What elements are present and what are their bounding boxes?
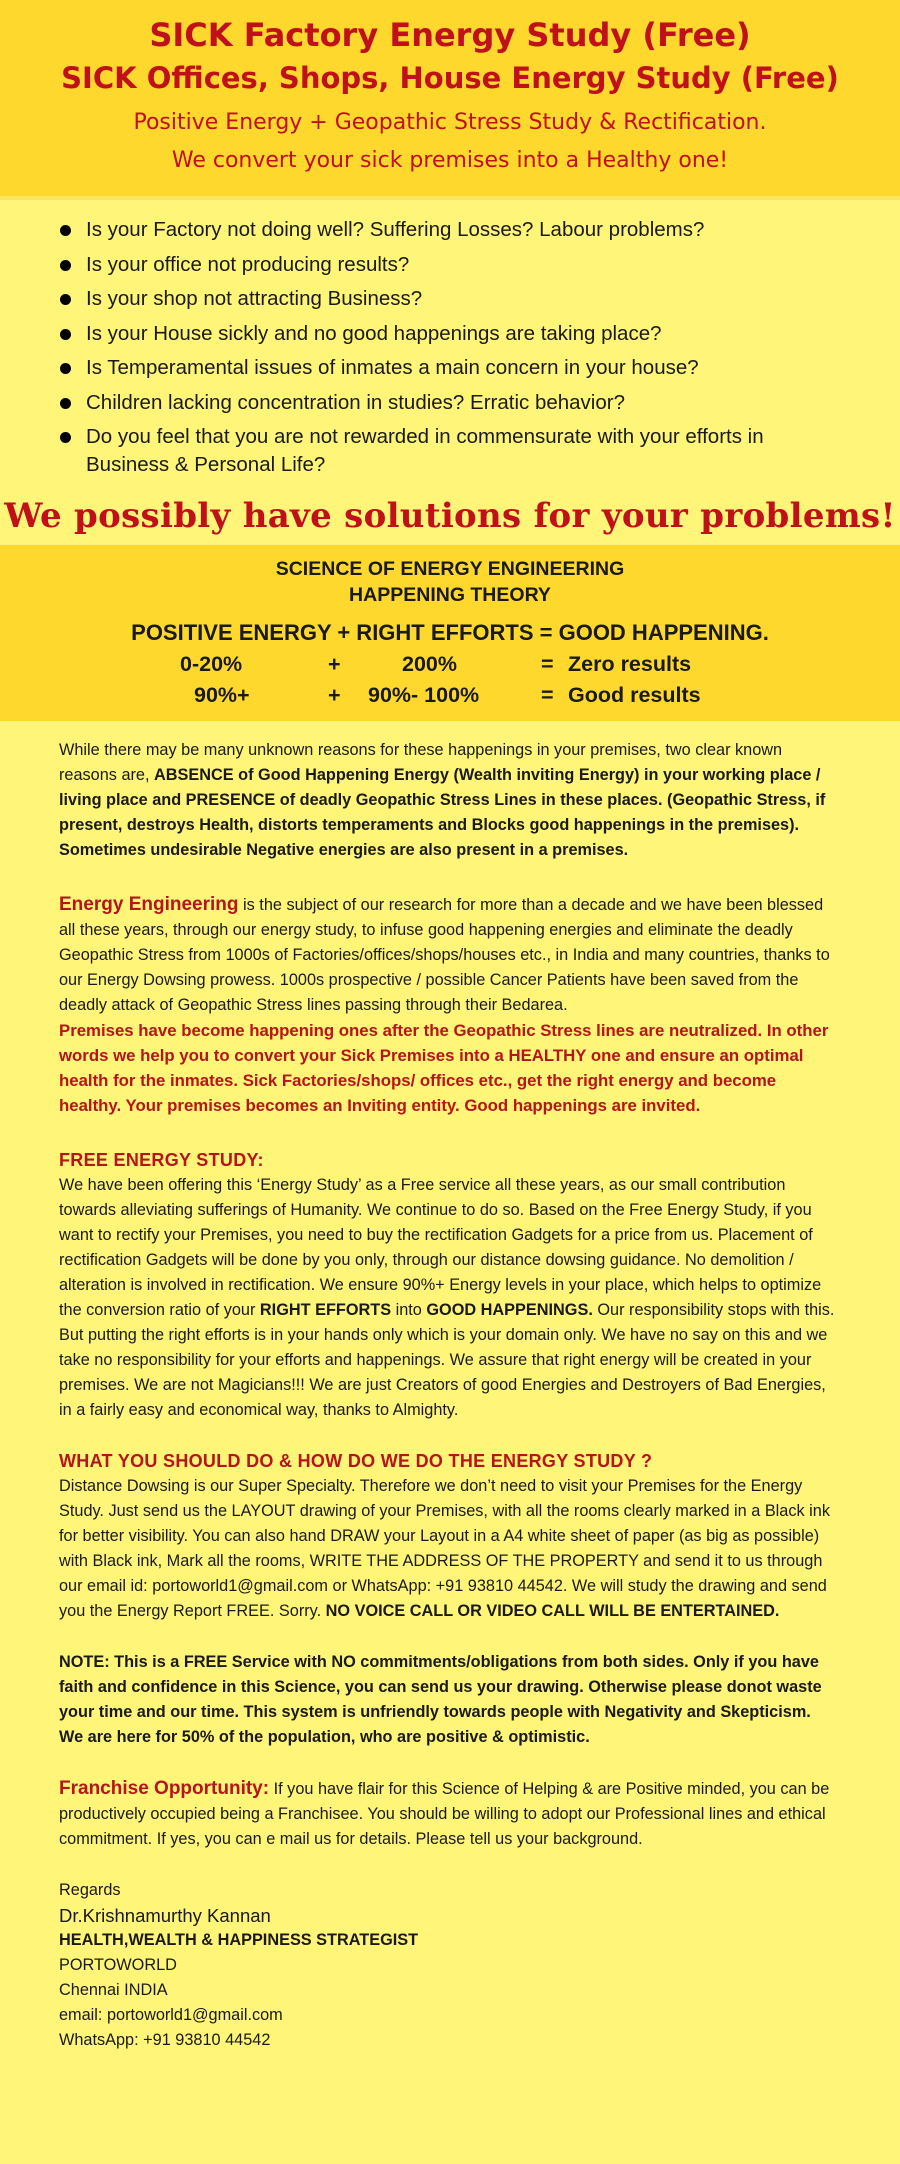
signature-email[interactable]: email: portoworld1@gmail.com [59, 2006, 283, 2024]
list-item [58, 285, 848, 313]
question-text: Is your shop not attracting Business? [86, 287, 423, 310]
row1-energy: 0-20% [180, 652, 243, 676]
solutions-heading: We possibly have solutions for your problems! [4, 496, 896, 536]
free-study-text-1: We have been offering this ‘Energy Study’ as a Free service all these years, as our small contribution towards alleviating sufferings of Humanity. We continue to do so. Based on the Free Energy Study, if you want to rectify your Premises, you need to buy the rectification Gadgets for a price from us. Placement of rectification Gadgets will be done by you only, through our distance dowsing guidance. No demolition / alteration is involved in rectification. We ensure 90%+ Energy levels in your place, which helps to optimize the conversion ratio of your [59, 1176, 822, 1319]
question-text: Is your office not producing results? [86, 252, 410, 276]
row2-efforts: 90%- 100% [368, 683, 480, 707]
science-title-line2: HAPPENING THEORY [349, 584, 551, 606]
science-title [0, 545, 900, 608]
question-text: Do you feel that you are not rewarded in commensurate with your efforts in Business & Personal Life? [86, 425, 764, 476]
question-text: Is your Factory not doing well? Suffering Losses? Labour problems? [86, 218, 705, 241]
signature-name: Dr.Krishnamurthy Kannan [59, 1905, 271, 1926]
energy-engineering-heading: Energy Engineering [59, 894, 239, 915]
question-text: Is your House sickly and no good happenings are taking place? [86, 321, 662, 345]
row2-equals: = [541, 683, 554, 707]
signature-regards: Regards [59, 1881, 121, 1899]
franchise-text: If you have flair for this Science of Helping & are Positive minded, you can be productively occupied being a Franchisee. You should be willing to adopt our Professional lines and ethical commitment. If yes, you can e mail us for details. Please tell us your background. [59, 1780, 830, 1848]
how-bold-text: NO VOICE CALL OR VIDEO CALL WILL BE ENTERTAINED. [325, 1602, 780, 1620]
free-study-text-3: Our responsibility stops with this. But putting the right efforts is in your hands only which is your domain only. We have no say on this and we take no responsibility for your efforts and happenings. We assure that right energy will be created in your premises. We are not Magicians!!! We are just Creators of good Energies and Destroyers of Bad Energies, in a fairly easy and economical way, thanks to Almighty. [59, 1301, 835, 1419]
list-item [58, 320, 848, 348]
row2-result: Good results [568, 683, 701, 707]
note-paragraph: NOTE: This is a FREE Service with NO commitments/obligations from both sides. Only if you have faith and confidence in this Science, you can send us your drawing. Otherwise please donot waste your time and our time. This system is unfriendly towards people with Negativity and Skepticism. We are here for 50% of the population, who are positive & optimistic. [59, 1653, 822, 1746]
signature-whatsapp[interactable]: WhatsApp: +91 93810 44542 [59, 2031, 271, 2049]
subtitle: Positive Energy + Geopathic Stress Study & Rectification. [133, 110, 767, 135]
science-title-line1: SCIENCE OF ENERGY ENGINEERING [275, 558, 625, 580]
bullet-icon [60, 363, 71, 374]
question-list [0, 200, 848, 479]
signature-city: Chennai INDIA [59, 1981, 168, 1999]
free-study-heading: FREE ENERGY STUDY: [59, 1150, 264, 1170]
tagline: We convert your sick premises into a Healthy one! [171, 148, 729, 173]
signature-company: PORTOWORLD [59, 1956, 177, 1974]
question-text: Children lacking concentration in studies? Erratic behavior? [86, 390, 625, 414]
list-item [58, 216, 848, 244]
bullet-icon [60, 398, 71, 409]
energy-engineering-paragraph [59, 892, 835, 1018]
franchise-paragraph [59, 1776, 835, 1852]
row1-efforts: 200% [402, 652, 457, 676]
list-item [58, 251, 848, 279]
row2-plus: + [328, 683, 341, 707]
page-title: SICK Factory Energy Study (Free) [149, 16, 751, 54]
page-title-secondary: SICK Offices, Shops, House Energy Study (Free) [61, 61, 839, 95]
energy-equation: POSITIVE ENERGY + RIGHT EFFORTS = GOOD HAPPENING. [131, 620, 769, 645]
row1-equals: = [541, 652, 554, 676]
bullet-icon [60, 225, 71, 236]
bullet-icon [60, 260, 71, 271]
franchise-heading: Franchise Opportunity: [59, 1778, 270, 1799]
list-item [58, 423, 848, 479]
energy-engineering-highlight: Premises have become happening ones after the Geopathic Stress lines are neutralized. In other words we help you to convert your Sick Premises into a HEALTHY one and ensure an optimal health for the inmates. Sick Factories/shops/ offices etc., get the right energy and become healthy. Your premises becomes an Inviting entity. Good happenings are invited. [59, 1021, 829, 1115]
signature-block [59, 1878, 835, 2053]
question-text: Is Temperamental issues of inmates a main concern in your house? [86, 356, 699, 379]
bullet-icon [60, 329, 71, 340]
intro-bold-text: ABSENCE of Good Happening Energy (Wealth inviting Energy) in your working place / living place and PRESENCE of deadly Geopathic Stress Lines in these places. (Geopathic Stress, if present, destroys Health, distorts temperaments and Blocks good happenings in the premises). Sometimes undesirable Negative energies are also present in a premises. [59, 766, 826, 859]
free-study-bold-1: RIGHT EFFORTS [259, 1301, 392, 1319]
how-text: Distance Dowsing is our Super Specialty. Therefore we don’t need to visit your Premises for the Energy Study. Just send us the LAYOUT drawing of your Premises, with all the rooms clearly marked in a Black ink for better visibility. You can also hand DRAW your Layout in a A4 white sheet of paper (as big as possible) with Black ink, Mark all the rooms, WRITE THE ADDRESS OF THE PROPERTY and send it to us through our email id: portoworld1@gmail.com or WhatsApp: +91 93810 44542. We will study the drawing and send you the Energy Report FREE. Sorry. [59, 1477, 830, 1620]
bullet-icon [60, 294, 71, 305]
row2-energy: 90%+ [194, 683, 250, 707]
row1-plus: + [328, 652, 341, 676]
energy-engineering-text: is the subject of our research for more than a decade and we have been blessed all these years, through our energy study, to infuse good happening energies and eliminate the deadly Geopathic Stress from 1000s of Factories/offices/shops/houses etc., in India and many countries, thanks to our Energy Dowsing prowess. 1000s prospective / possible Cancer Patients have been saved from the deadly attack of Geopathic Stress lines passing through their Bedarea. [59, 896, 830, 1014]
main-content [59, 738, 835, 2053]
free-study-paragraph [59, 1173, 835, 1423]
list-item [58, 354, 848, 382]
list-item [58, 389, 848, 417]
bullet-icon [60, 432, 71, 443]
intro-text: While there may be many unknown reasons for these happenings in your premises, two clear known reasons are, [59, 741, 783, 784]
science-box [0, 545, 900, 721]
how-paragraph [59, 1474, 835, 1624]
signature-role: HEALTH,WEALTH & HAPPINESS STRATEGIST [59, 1931, 419, 1949]
row1-result: Zero results [568, 652, 692, 676]
how-heading: WHAT YOU SHOULD DO & HOW DO WE DO THE ENERGY STUDY ? [59, 1451, 653, 1471]
intro-paragraph [59, 738, 835, 863]
header-banner [0, 0, 900, 200]
free-study-bold-2: GOOD HAPPENINGS. [426, 1301, 593, 1319]
free-study-text-2: into [391, 1301, 427, 1319]
